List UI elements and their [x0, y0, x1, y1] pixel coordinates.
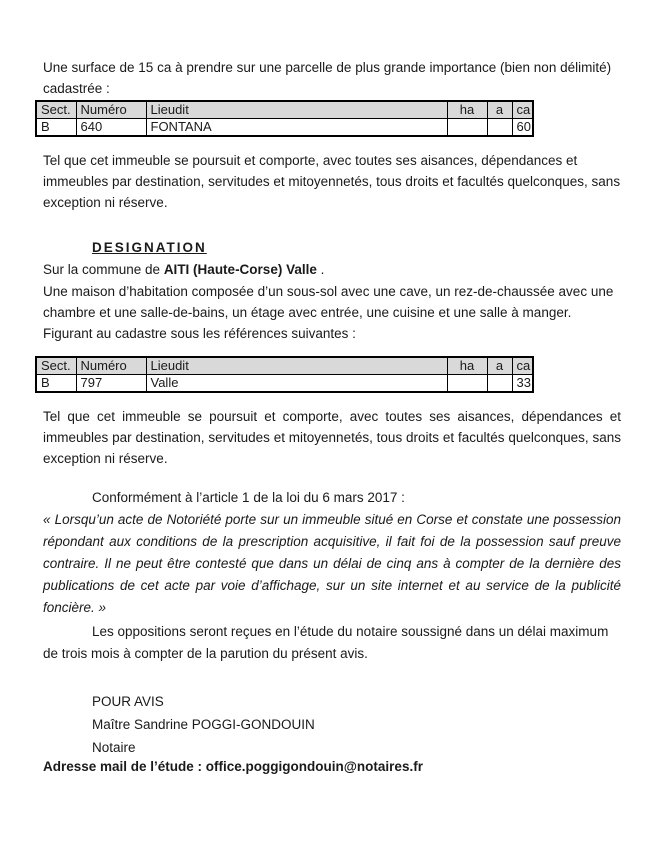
cell-numero: 640: [76, 119, 146, 137]
col-header-ha: ha: [447, 357, 487, 375]
signature-pour-avis: POUR AVIS: [92, 694, 164, 709]
signature-notary-name: Maître Sandrine POGGI-GONDOUIN: [92, 717, 315, 732]
paragraph-conformement: Conformément à l’article 1 de la loi du 6 mars 2017 :: [92, 490, 405, 505]
commune-prefix: Sur la commune de: [43, 262, 164, 277]
table-header-row: [36, 357, 533, 375]
col-header-a: a: [487, 101, 512, 119]
cell-ha: [447, 375, 487, 393]
commune-name: AITI (Haute-Corse) Valle: [163, 262, 317, 277]
col-header-a: a: [487, 357, 512, 375]
paragraph-commune: [43, 259, 621, 280]
col-header-sect: Sect.: [36, 101, 76, 119]
paragraph-oppositions: Les oppositions seront reçues en l’étude du notaire soussigné dans un délai maximum de trois mois à compter de la parution du présent avis.: [43, 624, 609, 661]
table-row: [36, 375, 533, 393]
cell-ca: 60: [512, 119, 533, 137]
cell-sect: B: [36, 119, 76, 137]
table-header-row: [36, 101, 533, 119]
paragraph-email: Adresse mail de l’étude : office.poggigondouin@notaires.fr: [43, 759, 423, 774]
col-header-numero: Numéro: [76, 101, 146, 119]
col-header-numero: Numéro: [76, 357, 146, 375]
signature-notary-title: Notaire: [92, 740, 136, 755]
paragraph-tel-que-1: Tel que cet immeuble se poursuit et comporte, avec toutes ses aisances, dépendances et immeubles par destination, servitudes et mitoyennetés, tous droits et facultés quelconques, sans exception ni réserve.: [43, 153, 621, 210]
cell-lieudit: Valle: [146, 375, 447, 393]
col-header-lieudit: Lieudit: [146, 357, 447, 375]
col-header-sect: Sect.: [36, 357, 76, 375]
paragraph-tel-que-2: Tel que cet immeuble se poursuit et comporte, avec toutes ses aisances, dépendances et immeubles par destination, servitudes et mitoyennetés, tous droits et facultés quelconques, sans exception ni réserve.: [43, 409, 621, 466]
paragraph-maison: Une maison d’habitation composée d’un sous-sol avec une cave, un rez-de-chaussée avec une chambre et une salle-de-bains, un étage avec entrée, une cuisine et une salle à manger.: [43, 284, 614, 320]
cadastre-table-2: [35, 356, 534, 393]
cell-ha: [447, 119, 487, 137]
cell-numero: 797: [76, 375, 146, 393]
signature-block: [92, 690, 315, 759]
cell-sect: B: [36, 375, 76, 393]
paragraph-figurant: Figurant au cadastre sous les références suivantes :: [43, 326, 356, 341]
col-header-ha: ha: [447, 101, 487, 119]
cadastre-table-1: [35, 100, 534, 137]
paragraph-legal-quote: « Lorsqu’un acte de Notoriété porte sur un immeuble situé en Corse et constate une possession répondant aux conditions de la prescription acquisitive, il fait foi de la possession sauf preuve contraire. Il ne peut être contesté que dans un délai de cinq ans à compter de la dernière des publications de cet acte par voie d’affichage, sur un site internet et au service de la publicité foncière. »: [43, 512, 621, 615]
paragraph-surface: Une surface de 15 ca à prendre sur une parcelle de plus grande importance (bien non délimité) cadastrée :: [43, 60, 612, 96]
cell-lieudit: FONTANA: [146, 119, 447, 137]
table-row: [36, 119, 533, 137]
cell-a: [487, 119, 512, 137]
col-header-ca: ca: [512, 101, 533, 119]
cell-a: [487, 375, 512, 393]
cell-ca: 33: [512, 375, 533, 393]
col-header-lieudit: Lieudit: [146, 101, 447, 119]
col-header-ca: ca: [512, 357, 533, 375]
commune-suffix: .: [316, 262, 325, 277]
designation-heading: DESIGNATION: [92, 240, 207, 255]
